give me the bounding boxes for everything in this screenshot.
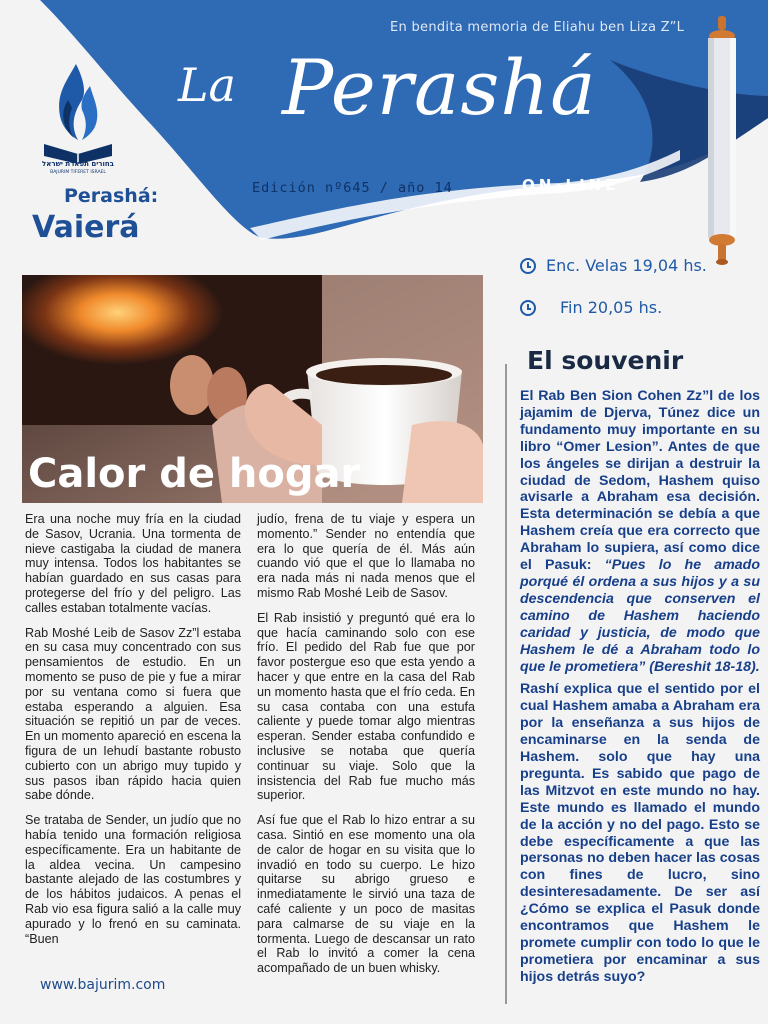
souvenir-body <box>520 388 760 992</box>
logo-caption-sub: BAJURIM TIFERET ISRAEL <box>50 170 106 175</box>
shabbat-end-text: Fin 20,05 hs. <box>560 298 663 317</box>
torah-scroll-icon <box>692 16 752 266</box>
edition-number: Edición nº645 / año 14 <box>252 180 453 196</box>
souvenir-quote: “Pues lo he amado porqué él ordena a sus hijos y a su descendencia que conserven el camino de Hashem haciendo caridad y justicia, de modo que Hashem le dé a Abraham todo lo que le prometiera” (Bereshit 18-18). <box>520 557 760 675</box>
online-label: ON-LINE <box>522 176 620 194</box>
article-title: Calor de hogar <box>28 451 361 497</box>
clock-icon <box>520 300 536 316</box>
memorial-dedication: En bendita memoria de Eliahu ben Liza Z”L <box>390 20 685 35</box>
article-paragraph: Se trataba de Sender, un judío que no había tenido una formación religiosa específicamente. Era un habitante de la aldea vecina. Un campesino bastante alejado de las costumbres y de los hábitos judaicos. A penas el Rab vio esa figura salió a la calle muy apurado y lo frenó en su caminata. “Buen <box>25 813 241 946</box>
candle-lighting-time <box>520 256 707 275</box>
article-column-1 <box>25 512 241 956</box>
article-paragraph: Era una noche muy fría en la ciudad de Sasov, Ucrania. Una tormenta de nieve castigaba la ciudad de manera muy intensa. Todos los habitantes se habían guardado en sus casas para protegerse del frío y del peligro. Las calles estaban totalmente vacías. <box>25 512 241 615</box>
article-column-2 <box>257 512 475 986</box>
article-paragraph: Rab Moshé Leib de Sasov Zz”l estaba en su casa muy concentrado con sus pensamientos de estudio. En un momento se puso de pie y fue a mirar por su ventana como si fuera que estaba esperando a alguien. Esa situación se repitió un par de veces. En un momento apareció en escena la figura de un Iehudí bastante robusto cubierto con un abrigo muy tupido y sus pasos iban rápido hacia quien sabe dónde. <box>25 625 241 803</box>
souvenir-title: El souvenir <box>527 346 684 375</box>
shabbat-end-time <box>520 298 662 317</box>
souvenir-text: El Rab Ben Sion Cohen Zz”l de los jajamim de Djerva, Túnez dice un fundamento muy importante en su libro “Omer Lesion”. Antes de que los ángeles se dirijan a destruir la ciudad de Sedom, Hashem quiso avisarle a Abraham esa decisión. Esta determinación se debía a que Hashem creía que era correcto que Abraham lo supiera, así como dice el Pasuk: <box>520 388 760 574</box>
article-paragraph: Así fue que el Rab lo hizo entrar a su casa. Sintió en ese momento una ola de calor de hogar en su visita que lo invadió en todo su cuerpo. Le hizo quitarse su abrigo grueso e inmediatamente le sirvió una taza de café caliente y un poco de masitas para calmarse de su viaje en la tormenta. Luego de descansar un rato el Rab lo invitó a comer la cena acompañado de un buen whisky. <box>257 813 475 976</box>
publication-title: Perashá <box>282 43 597 132</box>
website-link[interactable]: www.bajurim.com <box>40 977 166 993</box>
candle-lighting-text: Enc. Velas 19,04 hs. <box>546 256 707 275</box>
article-paragraph: judío, frena de tu viaje y espera un momento.” Sender no entendía que era lo que quería de él. Más aún cuando vió que el que lo llamaba no era nada más ni nada menos que el mismo Rab Moshé Leib de Sasov. <box>257 512 475 600</box>
flame-book-logo <box>38 60 118 180</box>
logo-caption: בחורים תפארת ישראל <box>42 160 114 168</box>
souvenir-paragraph-1 <box>520 388 760 675</box>
article-paragraph: El Rab insistió y preguntó qué era lo que hacía caminando solo con ese frío. El pedido del Rab fue que por favor postergue eso que esta yendo a hacer y que entre en la casa del Rab un momento hasta que el frío ceda. En su casa contaba con una estufa caliente y puede tomar algo mientras esperan. Sender estaba confundido e inclusive se notaba que quería continuar su viaje. Solo que la insistencia del Rab fue mucho más superior. <box>257 610 475 803</box>
column-divider <box>505 364 507 1004</box>
parasha-name: Vaierá <box>32 210 140 245</box>
souvenir-paragraph-2: Rashí explica que el sentido por el cual Hashem amaba a Abraham era por la enseñanza a sus hijos de encaminarse en la senda de Hashem. solo que hay una pregunta. Es sabido que pago de las Mitzvot en este mundo no hay. Este mundo es llamado el mundo de la acción y no del pago. Esto se debe específicamente a que las personas no deben hacer las cosas con fines de lucro, sino desinteresadamente. De ser así ¿Cómo se explica el Pasuk donde encontramos que Hashem le promete cumplir con todo lo que le prometiera por encaminar a sus hijos detrás suyo? <box>520 681 760 985</box>
title-prefix: La <box>178 58 236 112</box>
clock-icon <box>520 258 536 274</box>
parasha-label: Perashá: <box>64 185 159 207</box>
